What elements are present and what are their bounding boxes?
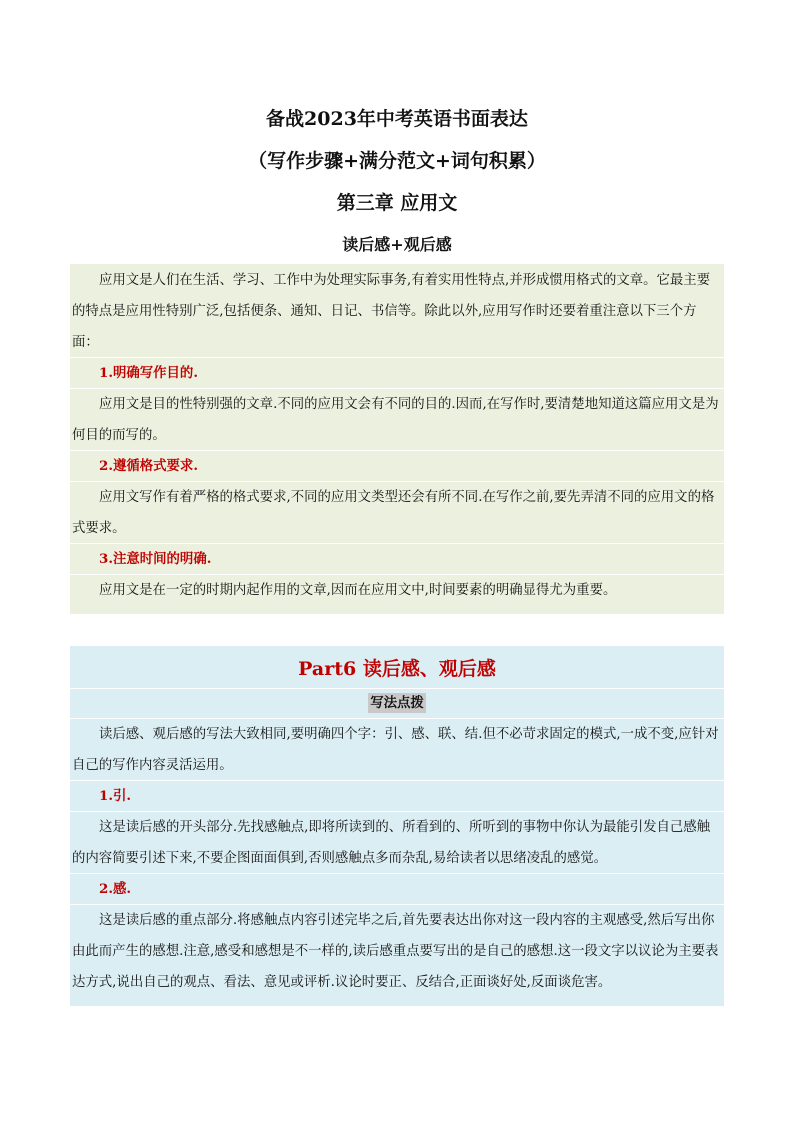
point-heading-purpose: 1.明确写作目的.	[99, 365, 198, 381]
intro-box	[70, 264, 724, 614]
document-subtitle: （写作步骤+满分范文+词句积累）	[248, 150, 546, 172]
part6-subtitle: 写法点拨	[370, 695, 424, 711]
part6-title: Part6 读后感、观后感	[298, 658, 496, 680]
document-title: 备战2023年中考英语书面表达	[266, 108, 528, 130]
part6-subtitle-wrap	[70, 692, 724, 713]
part6-box	[70, 646, 724, 1006]
point-text-purpose: 应用文是目的性特别强的文章.不同的应用文会有不同的目的.因而,在写作时,要清楚地知道这篇应用文是为何目的而写的。	[72, 397, 719, 443]
point-heading-yin: 1.引.	[99, 788, 132, 804]
row-divider	[70, 688, 724, 689]
point-heading-gan: 2.感.	[99, 881, 132, 897]
point-heading-time: 3.注意时间的明确.	[99, 551, 212, 567]
intro-paragraph: 应用文是人们在生活、学习、工作中为处理实际事务,有着实用性特点,并形成惯用格式的文章。它最主要的特点是应用性特别广泛,包括便条、通知、日记、书信等。除此以外,应用写作时还要着重注意以下三个方面：	[72, 273, 711, 350]
point-heading-format: 2.遵循格式要求.	[99, 458, 198, 474]
part6-intro-paragraph: 读后感、观后感的写法大致相同,要明确四个字：引、感、联、结.但不必苛求固定的模式,一成不变,应针对自己的写作内容灵活运用。	[72, 727, 719, 773]
point-text-format: 应用文写作有着严格的格式要求,不同的应用文类型还会有所不同.在写作之前,要先弄清不同的应用文的格式要求。	[72, 490, 715, 536]
chapter-heading: 第三章 应用文	[336, 192, 458, 214]
section-heading: 读后感+观后感	[342, 235, 452, 254]
point-text-yin: 这是读后感的开头部分.先找感触点,即将所读到的、所看到的、所听到的事物中你认为最能引发自己感触的内容简要引述下来,不要企图面面俱到,否则感触点多而杂乱,易给读者以思绪凌乱的感觉。	[72, 820, 711, 866]
point-text-time: 应用文是在一定的时期内起作用的文章,因而在应用文中,时间要素的明确显得尤为重要。	[99, 583, 617, 598]
point-text-gan: 这是读后感的重点部分.将感触点内容引述完毕之后,首先要表达出你对这一段内容的主观感受,然后写出你由此而产生的感想.注意,感受和感想是不一样的,读后感重点要写出的是自己的感想.这一段文字以议论为主要表达方式,说出自己的观点、看法、意见或评析.议论时要正、反结合,正面谈好处,反面谈危害。	[72, 913, 719, 990]
